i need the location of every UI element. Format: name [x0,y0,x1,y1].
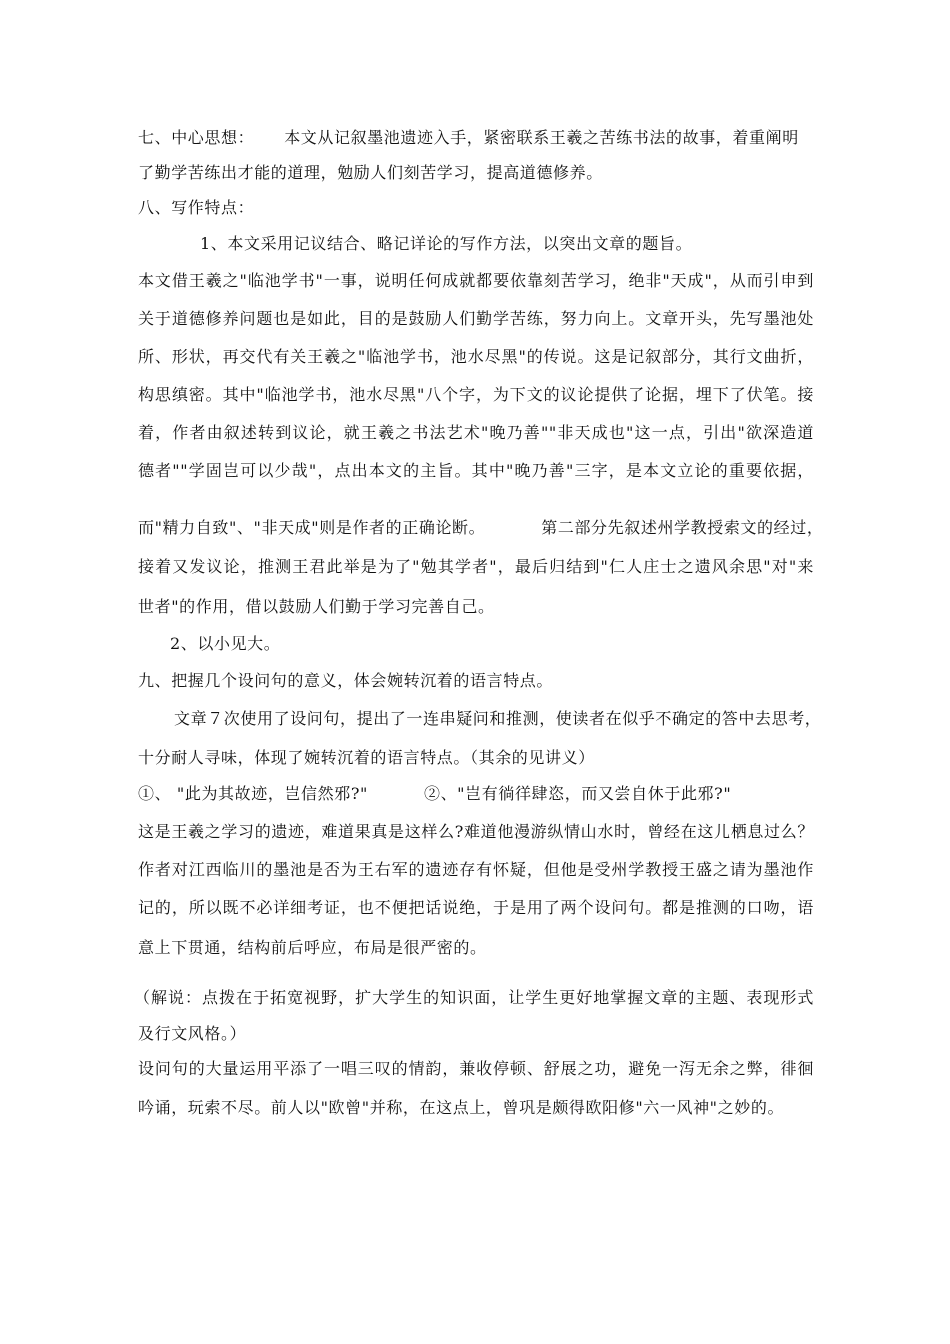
text-line: 关于道德修养问题也是如此，目的是鼓励人们勤学苦练，努力向上。文章开头，先写墨池处 [138,309,814,328]
section-9-heading: 九、把握几个设问句的意义，体会婉转沉着的语言特点。 [138,671,554,690]
text-line: 所、形状，再交代有关王羲之"临池学书，池水尽黑"的传说。这是记叙部分，其行文曲折， [138,347,814,366]
quote-1: ①、 "此为其故迹，岂信然邪?" [138,784,368,803]
text-line: 作者对江西临川的墨池是否为王右军的遗迹存有怀疑，但他是受州学教授王盛之请为墨池作 [138,860,814,879]
text-line: 记的，所以既不必详细考证，也不便把话说绝，于是用了两个设问句。都是推测的口吻，语 [138,898,814,917]
text-line: 德者""学固岂可以少哉"，点出本文的主旨。其中"晚乃善"三字，是本文立论的重要依据， [138,461,814,480]
text-line: 设问句的大量运用平添了一唱三叹的情韵，兼收停顿、舒展之功，避免一泻无余之弊，徘徊 [138,1059,814,1078]
text-line: 吟诵，玩索不尽。前人以"欧曾"并称，在这点上，曾巩是颇得欧阳修"六一风神"之妙的。 [138,1098,785,1117]
text-line: 着，作者由叙述转到议论，就王羲之书法艺术"晚乃善""非天成也"这一点，引出"欲深造道 [138,423,814,442]
text-line: 世者"的作用，借以鼓励人们勤于学习完善自己。 [138,597,495,616]
section-7-heading: 七、中心思想： [138,128,255,147]
quote-2: ②、"岂有徜徉肆恣，而又尝自休于此邪?" [423,784,732,803]
text-line: 文章７次使用了设问句，提出了一连串疑问和推测，使读者在似乎不确定的答中去思考， [174,709,822,728]
text-line [138,518,823,538]
text-line: 了勤学苦练出才能的道理，勉励人们刻苦学习，提高道德修养。 [138,163,603,182]
text-line: 十分耐人寻味，体现了婉转沉着的语言特点。（其余的见讲义） [138,748,595,767]
section-7-line [138,128,799,148]
note-line: 及行文风格。） [138,1024,247,1043]
text-segment: 第二部分先叙述州学教授索文的经过， [541,518,824,537]
point-2-heading: 2、以小见大。 [170,634,281,653]
text-line: 意上下贯通，结构前后呼应，布局是很严密的。 [138,938,487,957]
text-line: 这是王羲之学习的遗迹，难道果真是这样么?难道他漫游纵情山水时，曾经在这儿栖息过么？ [138,822,814,841]
text-segment: 而"精力自致"、"非天成"则是作者的正确论断。 [138,518,486,537]
section-7-text: 本文从记叙墨池遗迹入手，紧密联系王羲之苦练书法的故事，着重阐明 [284,128,799,147]
text-line: 本文借王羲之"临池学书"一事，说明任何成就都要依靠刻苦学习，绝非"天成"，从而引申到 [138,271,814,290]
text-line: 构思缜密。其中"临池学书，池水尽黑"八个字，为下文的议论提供了论据，埋下了伏笔。接 [138,385,814,404]
text-line: 接着又发议论，推测王君此举是为了"勉其学者"，最后归结到"仁人庄士之遗风余思"对"来 [138,557,814,576]
point-1-heading: 1、本文采用记议结合、略记详论的写作方法，以突出文章的题旨。 [200,234,693,253]
quote-line [138,784,731,804]
section-8-heading: 八、写作特点： [138,198,255,217]
note-line: （解说：点拨在于拓宽视野，扩大学生的知识面，让学生更好地掌握文章的主题、表现形式 [134,988,814,1007]
